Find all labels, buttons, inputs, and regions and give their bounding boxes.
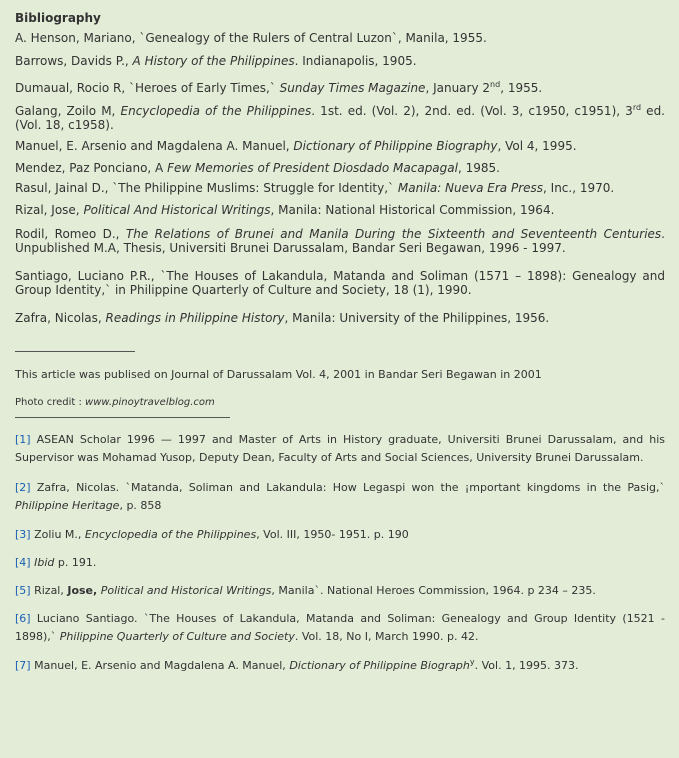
footnotes-list — [15, 431, 665, 675]
footnote: [7] Manuel, E. Arsenio and Magdalena A. Manuel, Dictionary of Philippine Biograph$^y$. Vol. 1, 1995. 373. — [15, 657, 579, 672]
bib-entry: Barrows, Davids P., A History of the Philippines. Indianapolis, 1905. — [15, 54, 417, 68]
footnote-ref-link[interactable]: [2] — [15, 481, 31, 494]
bibliography-list — [15, 31, 665, 325]
bib-entry: A. Henson, Mariano, `Genealogy of the Rulers of Central Luzon`, Manila, 1955. — [15, 31, 487, 45]
footnote: [4] Ibid p. 191. — [15, 556, 97, 569]
bib-entry: Mendez, Paz Ponciano, A Few Memories of President Diosdado Macapagal, 1985. — [15, 161, 500, 175]
footnote-divider — [15, 417, 230, 418]
footnote: [1] ASEAN Scholar 1996 — 1997 and Master of Arts in History graduate, Universiti Brunei Darussalam, and his Supervisor was Mohamad Yusop, Deputy Dean, Faculty of Arts and Social Sciences, University Brunei Darussalam. — [15, 433, 665, 464]
bib-entry: Dumaual, Rocio R, `Heroes of Early Times,` Sunday Times Magazine, January 2nd, 1955. — [15, 80, 543, 95]
footnote: [5] Rizal, Jose, Political and Historical Writings, Manila`. National Heroes Commission, 1964. p 234 – 235. — [15, 584, 596, 597]
footnote-ref-link[interactable]: [4] — [15, 556, 31, 569]
bibliography-heading: Bibliography — [15, 11, 101, 25]
footnote: [3] Zoliu M., Encyclopedia of the Philippines, Vol. III, 1950- 1951. p. 190 — [15, 528, 409, 541]
footnote-ref-link[interactable]: [5] — [15, 584, 31, 597]
footnote-ref-link[interactable]: [3] — [15, 528, 31, 541]
bib-entry: Galang, Zoilo M, Encyclopedia of the Philippines. 1st. ed. (Vol. 2), 2nd. ed. (Vol. 3, c1950, c1951), 3rd ed. (Vol. 18, c1958). — [15, 103, 665, 132]
photo-credit: Photo credit : www.pinoytravelblog.com — [15, 397, 215, 408]
footnote: [2] Zafra, Nicolas. `Matanda, Soliman and Lakandula: How Legaspi won the ¡mportant kingdoms in the Pasig,` Philippine Heritage, p. 858 — [15, 481, 665, 512]
bib-entry: Zafra, Nicolas, Readings in Philippine History, Manila: University of the Philippines, 1956. — [15, 311, 550, 325]
footnote: [6] Luciano Santiago. `The Houses of Lakandula, Matanda and Soliman: Genealogy and Group Identity (1521 - 1898),` Philippine Quarterly of Culture and Society. Vol. 18, No I, March 1990. p. 42. — [15, 612, 665, 643]
footnote-ref-link[interactable]: [1] — [15, 433, 31, 446]
bib-entry: Rasul, Jainal D., `The Philippine Muslims: Struggle for Identity,` Manila: Nueva Era Press, Inc., 1970. — [15, 181, 615, 195]
footnote-ref-link[interactable]: [6] — [15, 612, 31, 625]
bib-entry: Santiago, Luciano P.R., `The Houses of Lakandula, Matanda and Soliman (1571 – 1898): Genealogy and Group Identity,` in Philippine Quarterly of Culture and Society, 18 (1), 1990. — [15, 269, 665, 297]
bib-entry: Rizal, Jose, Political And Historical Writings, Manila: National Historical Commission, 1964. — [15, 203, 555, 217]
bib-entry: Manuel, E. Arsenio and Magdalena A. Manuel, Dictionary of Philippine Biography, Vol 4, 1995. — [15, 139, 577, 153]
publication-note: This article was publised on Journal of Darussalam Vol. 4, 2001 in Bandar Seri Begawan in 2001 — [15, 368, 542, 381]
footnote-ref-link[interactable]: [7] — [15, 659, 31, 672]
photo-credit-source: www.pinoytravelblog.com — [85, 397, 215, 408]
short-divider — [15, 351, 135, 352]
bib-entry: Rodil, Romeo D., The Relations of Brunei and Manila During the Sixteenth and Seventeenth Centuries. Unpublished M.A, Thesis, Universiti Brunei Darussalam, Bandar Seri Begawan, 1996 - 1997. — [15, 227, 665, 255]
